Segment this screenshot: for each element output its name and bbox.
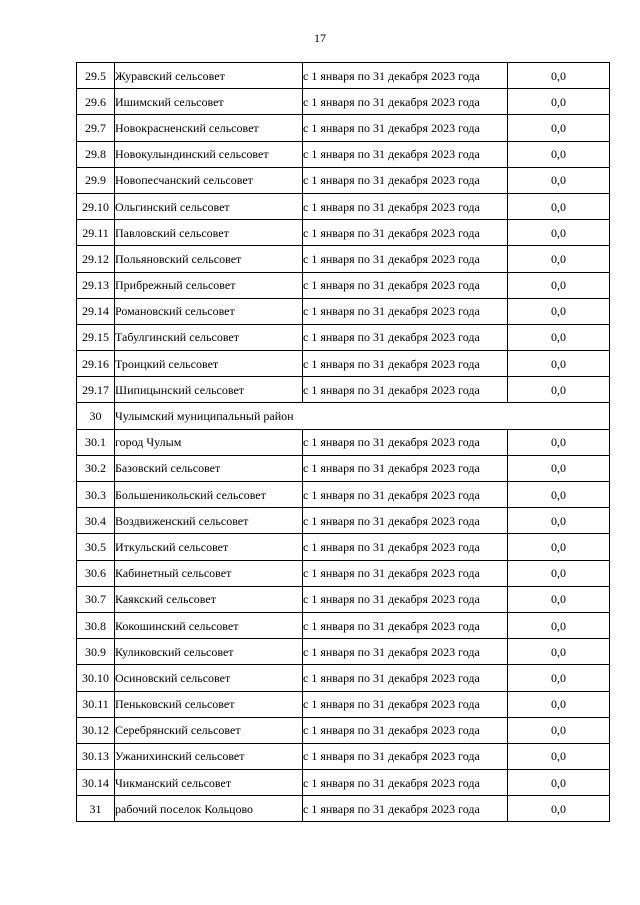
table-row (77, 612, 610, 638)
value-cell: 0,0 (508, 586, 610, 612)
value-cell: 0,0 (508, 743, 610, 769)
table-row (77, 115, 610, 141)
value-cell: 0,0 (508, 63, 610, 89)
row-number: 30.14 (77, 770, 115, 796)
municipality-name: Павловский сельсовет (115, 220, 303, 246)
table-row (77, 193, 610, 219)
period-cell: с 1 января по 31 декабря 2023 года (303, 298, 508, 324)
value-cell: 0,0 (508, 429, 610, 455)
table-row (77, 770, 610, 796)
table-row (77, 508, 610, 534)
table-row (77, 717, 610, 743)
period-cell: с 1 января по 31 декабря 2023 года (303, 351, 508, 377)
period-cell: с 1 января по 31 декабря 2023 года (303, 377, 508, 403)
period-cell: с 1 января по 31 декабря 2023 года (303, 796, 508, 822)
municipality-name: Серебрянский сельсовет (115, 717, 303, 743)
table-row (77, 639, 610, 665)
municipality-name: Чикманский сельсовет (115, 770, 303, 796)
value-cell: 0,0 (508, 665, 610, 691)
value-cell: 0,0 (508, 220, 610, 246)
municipality-name: рабочий поселок Кольцово (115, 796, 303, 822)
table-row (77, 298, 610, 324)
row-number: 30.1 (77, 429, 115, 455)
period-cell: с 1 января по 31 декабря 2023 года (303, 429, 508, 455)
table-group-row (77, 403, 610, 429)
municipality-name: Иткульский сельсовет (115, 534, 303, 560)
value-cell: 0,0 (508, 770, 610, 796)
municipality-name: Ужанихинский сельсовет (115, 743, 303, 769)
table-row (77, 377, 610, 403)
period-cell: с 1 января по 31 декабря 2023 года (303, 246, 508, 272)
municipality-name: Романовский сельсовет (115, 298, 303, 324)
row-number: 29.9 (77, 167, 115, 193)
table-row (77, 560, 610, 586)
table-row (77, 534, 610, 560)
municipality-name: Каякский сельсовет (115, 586, 303, 612)
value-cell: 0,0 (508, 141, 610, 167)
table-row (77, 586, 610, 612)
municipality-name: город Чулым (115, 429, 303, 455)
row-number: 30.9 (77, 639, 115, 665)
municipality-name: Журавский сельсовет (115, 63, 303, 89)
value-cell: 0,0 (508, 482, 610, 508)
value-cell: 0,0 (508, 298, 610, 324)
row-number: 29.13 (77, 272, 115, 298)
row-number: 29.5 (77, 63, 115, 89)
table-row (77, 455, 610, 481)
value-cell: 0,0 (508, 115, 610, 141)
period-cell: с 1 января по 31 декабря 2023 года (303, 717, 508, 743)
period-cell: с 1 января по 31 декабря 2023 года (303, 586, 508, 612)
municipality-name: Ишимский сельсовет (115, 89, 303, 115)
row-number: 29.14 (77, 298, 115, 324)
municipality-name: Ольгинский сельсовет (115, 193, 303, 219)
table-row (77, 429, 610, 455)
municipality-name: Куликовский сельсовет (115, 639, 303, 665)
value-cell: 0,0 (508, 612, 610, 638)
value-cell: 0,0 (508, 246, 610, 272)
table-row (77, 691, 610, 717)
period-cell: с 1 января по 31 декабря 2023 года (303, 482, 508, 508)
value-cell: 0,0 (508, 193, 610, 219)
municipality-name: Прибрежный сельсовет (115, 272, 303, 298)
table-row (77, 272, 610, 298)
period-cell: с 1 января по 31 декабря 2023 года (303, 455, 508, 481)
row-number: 30.5 (77, 534, 115, 560)
group-name: Чулымский муниципальный район (115, 403, 610, 429)
row-number: 29.15 (77, 324, 115, 350)
row-number: 29.7 (77, 115, 115, 141)
row-number: 30 (77, 403, 115, 429)
period-cell: с 1 января по 31 декабря 2023 года (303, 770, 508, 796)
table-row (77, 246, 610, 272)
row-number: 30.3 (77, 482, 115, 508)
value-cell: 0,0 (508, 89, 610, 115)
page-number: 17 (314, 31, 326, 45)
period-cell: с 1 января по 31 декабря 2023 года (303, 89, 508, 115)
municipality-name: Шипицынский сельсовет (115, 377, 303, 403)
period-cell: с 1 января по 31 декабря 2023 года (303, 612, 508, 638)
table-row (77, 141, 610, 167)
period-cell: с 1 января по 31 декабря 2023 года (303, 115, 508, 141)
period-cell: с 1 января по 31 декабря 2023 года (303, 560, 508, 586)
row-number: 31 (77, 796, 115, 822)
value-cell: 0,0 (508, 717, 610, 743)
value-cell: 0,0 (508, 351, 610, 377)
municipality-name: Троицкий сельсовет (115, 351, 303, 377)
row-number: 30.4 (77, 508, 115, 534)
period-cell: с 1 января по 31 декабря 2023 года (303, 639, 508, 665)
municipality-name: Табулгинский сельсовет (115, 324, 303, 350)
municipality-name: Кабинетный сельсовет (115, 560, 303, 586)
table-row (77, 324, 610, 350)
value-cell: 0,0 (508, 167, 610, 193)
municipality-name: Осиновский сельсовет (115, 665, 303, 691)
value-cell: 0,0 (508, 796, 610, 822)
value-cell: 0,0 (508, 377, 610, 403)
period-cell: с 1 января по 31 декабря 2023 года (303, 508, 508, 534)
period-cell: с 1 января по 31 декабря 2023 года (303, 743, 508, 769)
row-number: 30.6 (77, 560, 115, 586)
value-cell: 0,0 (508, 324, 610, 350)
period-cell: с 1 января по 31 декабря 2023 года (303, 220, 508, 246)
table-row (77, 63, 610, 89)
municipality-name: Новокрасненский сельсовет (115, 115, 303, 141)
table-row (77, 482, 610, 508)
period-cell: с 1 января по 31 декабря 2023 года (303, 324, 508, 350)
period-cell: с 1 января по 31 декабря 2023 года (303, 141, 508, 167)
value-cell: 0,0 (508, 272, 610, 298)
table-body (77, 63, 610, 822)
value-cell: 0,0 (508, 508, 610, 534)
row-number: 29.6 (77, 89, 115, 115)
municipality-name: Пеньковский сельсовет (115, 691, 303, 717)
row-number: 29.8 (77, 141, 115, 167)
data-table (76, 62, 610, 822)
value-cell: 0,0 (508, 691, 610, 717)
period-cell: с 1 января по 31 декабря 2023 года (303, 691, 508, 717)
table-row (77, 89, 610, 115)
table-row (77, 743, 610, 769)
row-number: 30.10 (77, 665, 115, 691)
table-row (77, 796, 610, 822)
period-cell: с 1 января по 31 декабря 2023 года (303, 272, 508, 298)
municipality-name: Польяновский сельсовет (115, 246, 303, 272)
municipality-name: Новокулындинский сельсовет (115, 141, 303, 167)
table-row (77, 220, 610, 246)
municipality-name: Воздвиженский сельсовет (115, 508, 303, 534)
row-number: 29.12 (77, 246, 115, 272)
row-number: 29.16 (77, 351, 115, 377)
municipality-name: Большеникольский сельсовет (115, 482, 303, 508)
row-number: 30.8 (77, 612, 115, 638)
table-row (77, 167, 610, 193)
row-number: 30.2 (77, 455, 115, 481)
value-cell: 0,0 (508, 455, 610, 481)
municipality-name: Кокошинский сельсовет (115, 612, 303, 638)
row-number: 30.13 (77, 743, 115, 769)
row-number: 29.10 (77, 193, 115, 219)
municipality-name: Новопесчанский сельсовет (115, 167, 303, 193)
table-row (77, 665, 610, 691)
table-row (77, 351, 610, 377)
value-cell: 0,0 (508, 560, 610, 586)
period-cell: с 1 января по 31 декабря 2023 года (303, 534, 508, 560)
municipality-name: Базовский сельсовет (115, 455, 303, 481)
value-cell: 0,0 (508, 639, 610, 665)
row-number: 30.11 (77, 691, 115, 717)
row-number: 29.17 (77, 377, 115, 403)
period-cell: с 1 января по 31 декабря 2023 года (303, 167, 508, 193)
period-cell: с 1 января по 31 декабря 2023 года (303, 665, 508, 691)
row-number: 30.7 (77, 586, 115, 612)
row-number: 30.12 (77, 717, 115, 743)
period-cell: с 1 января по 31 декабря 2023 года (303, 63, 508, 89)
row-number: 29.11 (77, 220, 115, 246)
value-cell: 0,0 (508, 534, 610, 560)
period-cell: с 1 января по 31 декабря 2023 года (303, 193, 508, 219)
